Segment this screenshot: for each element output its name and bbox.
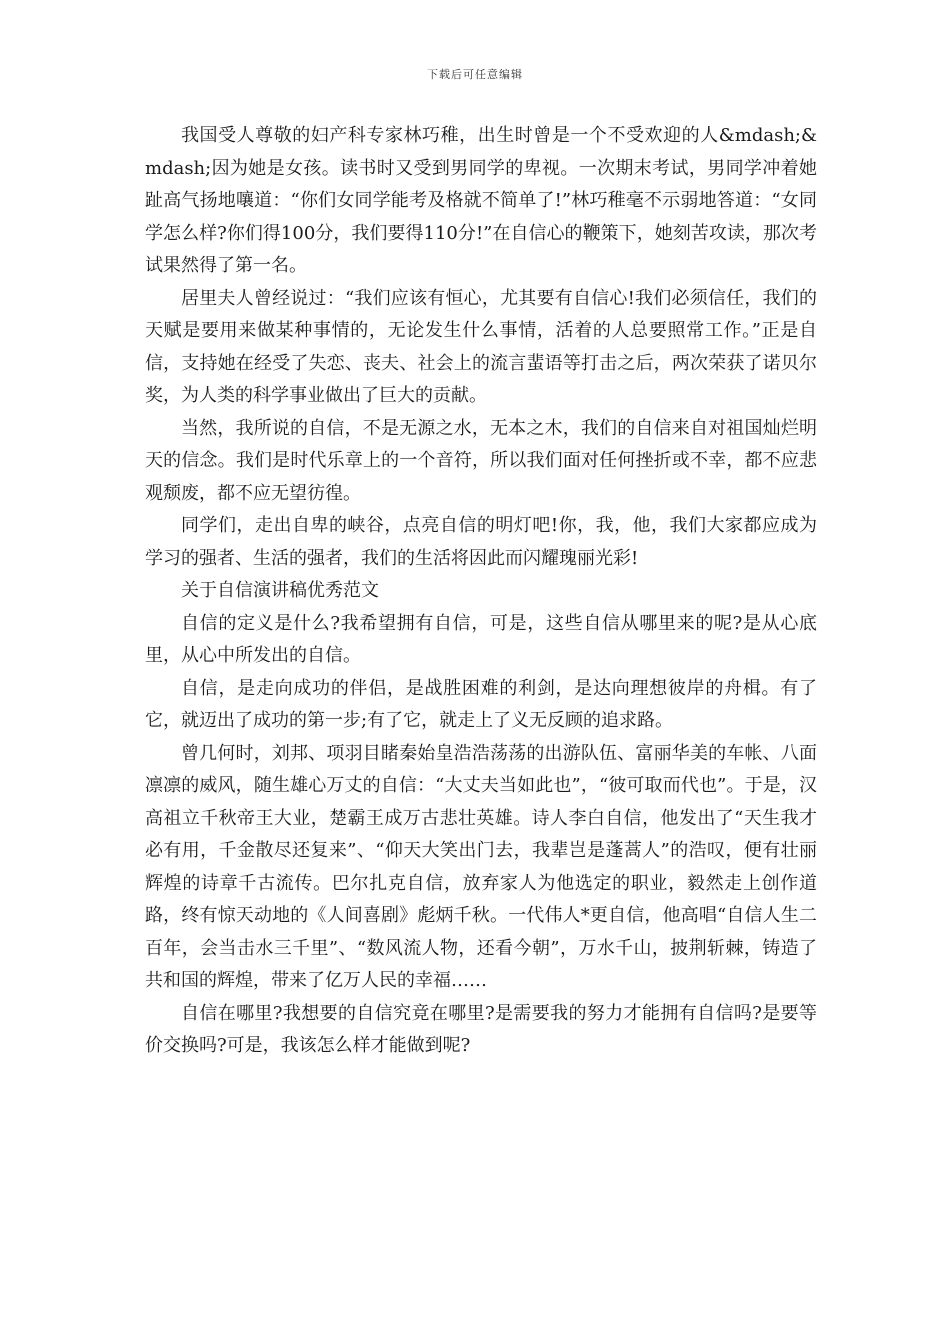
paragraph-confidence-source: 当然，我所说的自信，不是无源之水，无本之木，我们的自信来自对祖国灿烂明天的信念。我们是时代乐章上的一个音符，所以我们面对任何挫折或不幸，都不应悲观颓废，都不应无望彷徨。 — [145, 417, 817, 504]
header-note: 下载后可任意编辑 — [427, 68, 523, 81]
paragraph-classmates: 同学们，走出自卑的峡谷，点亮自信的明灯吧!你，我，他，我们大家都应成为学习的强者、生活的强者，我们的生活将因此而闪耀瑰丽光彩! — [145, 515, 817, 569]
section-title: 关于自信演讲稿优秀范文 — [181, 580, 379, 601]
paragraph-definition: 自信的定义是什么?我希望拥有自信，可是，这些自信从哪里来的呢?是从心底里，从心中所发出的自信。 — [145, 612, 817, 666]
paragraph-partner: 自信，是走向成功的伴侣，是战胜困难的利剑，是达向理想彼岸的舟楫。有了它，就迈出了成功的第一步;有了它，就走上了义无反顾的追求路。 — [145, 677, 817, 731]
paragraph-lin-qiaozhi: 我国受人尊敬的妇产科专家林巧稚，出生时曾是一个不受欢迎的人&mdash;&mdash;因为她是女孩。读书时又受到男同学的卑视。一次期末考试，男同学冲着她趾高气扬地嚷道：“你们女同学能考及格就不简单了!”林巧稚毫不示弱地答道：“女同学怎么样?你们得100分，我们要得110分!”在自信心的鞭策下，她刻苦攻读，那次考试果然得了第一名。 — [145, 125, 817, 276]
document-body — [145, 120, 817, 1063]
paragraph-question: 自信在哪里?我想要的自信究竟在哪里?是需要我的努力才能拥有自信吗?是要等价交换吗?可是，我该怎么样才能做到呢? — [145, 1002, 817, 1056]
paragraph-history: 曾几何时，刘邦、项羽目睹秦始皇浩浩荡荡的出游队伍、富丽华美的车帐、八面凛凛的威风，随生雄心万丈的自信：“大丈夫当如此也”，“彼可取而代也”。于是，汉高祖立千秋帝王大业，楚霸王成万古悲壮英雄。诗人李白自信，他发出了“天生我才必有用，千金散尽还复来”、“仰天大笑出门去，我辈岂是蓬蒿人”的浩叹，便有壮丽辉煌的诗章千古流传。巴尔扎克自信，放弃家人为他选定的职业，毅然走上创作道路，终有惊天动地的《人间喜剧》彪炳千秋。一代伟人*更自信，他高唱“自信人生二百年，会当击水三千里”、“数风流人物，还看今朝”，万水千山，披荆斩棘，铸造了共和国的辉煌，带来了亿万人民的幸福…… — [145, 742, 817, 991]
paragraph-curie: 居里夫人曾经说过：“我们应该有恒心，尤其要有自信心!我们必须信任，我们的天赋是要用来做某种事情的，无论发生什么事情，活着的人总要照常工作。”正是自信，支持她在经受了失恋、丧夫、社会上的流言蜚语等打击之后，两次荣获了诺贝尔奖，为人类的科学事业做出了巨大的贡献。 — [145, 287, 817, 406]
